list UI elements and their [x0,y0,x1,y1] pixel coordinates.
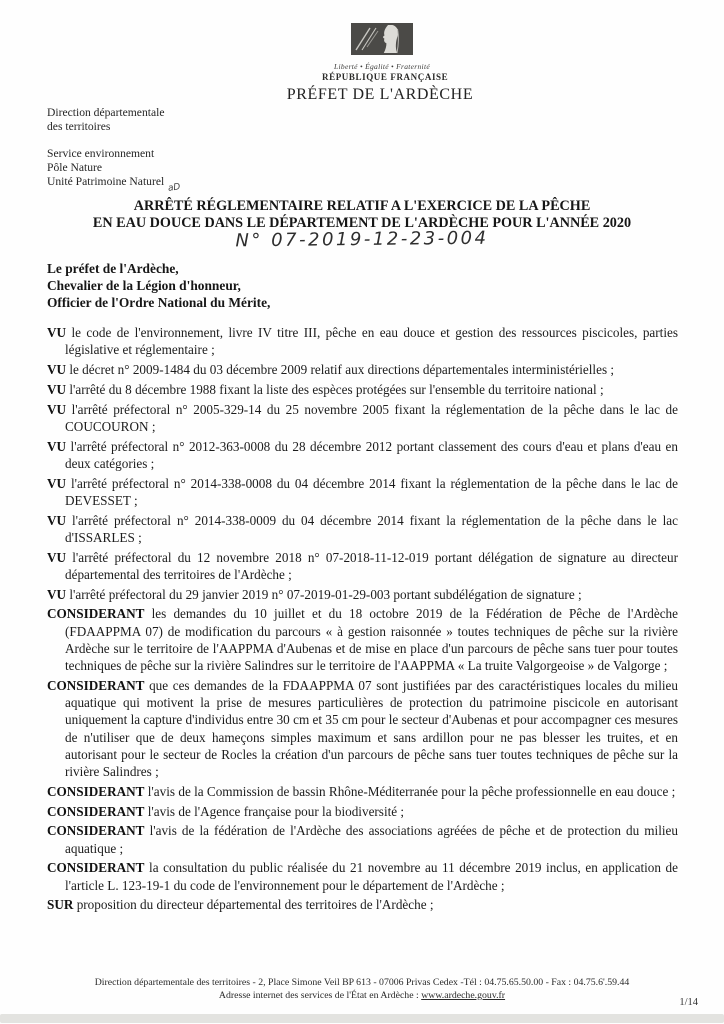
clause-vu: VU l'arrêté préfectoral n° 2012-363-0008 du 28 décembre 2012 portant classement des cours d'eau et plans d'eau en deux catégories ; [47,438,678,471]
clause-sur: SUR proposition du directeur départemental des territoires de l'Ardèche ; [47,897,434,913]
sender-line: Direction départementale [47,106,165,119]
clause-considerant: CONSIDERANT l'avis de l'Agence française pour la biodiversité ; [47,803,405,819]
logo-motto: Liberté • Égalité • Fraternité [334,62,430,71]
footer-block [0,976,724,1002]
clause-vu: VU l'arrêté préfectoral du 29 janvier 2019 n° 07-2019-01-29-003 portant subdélégation de signature ; [47,586,582,602]
salutation-line: Chevalier de la Légion d'honneur, [47,278,241,293]
sender-line: Pôle Nature [47,161,103,174]
marianne-logo-icon [351,23,413,55]
clause-vu: VU l'arrêté préfectoral n° 2014-338-0008 du 04 décembre 2014 fixant la réglementation de la pêche dans le lac de DEVESSET ; [47,475,678,508]
clause-vu: VU l'arrêté préfectoral n° 2014-338-0009 du 04 décembre 2014 fixant la réglementation de la pêche dans le lac d'ISSARLES ; [47,512,679,545]
scan-edge-artifact [0,1014,724,1023]
document-title-line1: ARRÊTÉ RÉGLEMENTAIRE RELATIF A L'EXERCICE DE LA PÊCHE [133,198,591,214]
footer-website-line: Adresse internet des services de l'État en Ardèche : www.ardeche.gouv.fr [218,990,506,1001]
clause-considerant: CONSIDERANT la consultation du public réalisée du 21 novembre au 11 décembre 2019 inclus, en application de l'article L. 123-19-1 du code de l'environnement pour le département de l'Ardèche ; [47,860,678,893]
clause-vu: VU le décret n° 2009-1484 du 03 décembre 2009 relatif aux directions départementales interministérielles ; [47,362,615,377]
arrete-number-handwritten: N° 07-2019-12-23-004 [235,227,489,252]
republique-francaise-logo [322,23,449,82]
footer-address: Direction départementale des territoires - 2, Place Simone Veil BP 613 - 07006 Privas Cedex -Tél : 04.75.65.50.00 - Fax : 04.75.6'.59.44 [94,977,630,988]
clause-considerant: CONSIDERANT l'avis de la fédération de l'Ardèche des associations agréées de pêche et de protection du milieu aquatique ; [47,823,679,856]
clause-vu: VU l'arrêté préfectoral du 12 novembre 2018 n° 07-2018-11-12-019 portant délégation de signature au directeur départemental des territoires de l'Ardèche ; [47,549,679,582]
sender-line: des territoires [47,120,111,133]
clause-considerant: CONSIDERANT l'avis de la Commission de bassin Rhône-Méditerranée pour la pêche professionnelle en eau douce ; [47,783,676,799]
clause-vu: VU l'arrêté du 8 décembre 1988 fixant la liste des espèces protégées sur l'ensemble du territoire national ; [47,381,604,397]
clause-vu: VU l'arrêté préfectoral n° 2005-329-14 du 25 novembre 2005 fixant la réglementation de la pêche dans le lac de COUCOURON ; [47,401,679,434]
logo-republic-name: RÉPUBLIQUE FRANÇAISE [322,72,449,82]
document-title-line2: EN EAU DOUCE DANS LE DÉPARTEMENT DE L'ARDÈCHE POUR L'ANNÉE 2020 [92,214,632,231]
salutation-line: Le préfet de l'Ardèche, [47,261,179,276]
clause-considerant: CONSIDERANT les demandes du 10 juillet et du 18 octobre 2019 de la Fédération de Pêche de l'Ardèche (FDAAPPMA 07) de modification du parcours « à gestion raisonnée » toutes techniques de pêche sur la rivière Ardèche sur le territoire de l'AAPPMA d'Aubenas et de mise en place d'un parcours de pêche sans tuer pour toutes techniques de pêche sur la rivière Salindres sur le territoire de l'AAPPMA « La truite Valgorgeoise » de Valgorge ; [47,606,679,673]
footer-website-url: www.ardeche.gouv.fr [421,990,506,1001]
handwritten-initials: aD [167,182,182,194]
prefet-title: PRÉFET DE L'ARDÈCHE [286,86,474,103]
sender-line: Unité Patrimoine Naturel aD [47,175,182,194]
clauses-body [47,324,678,916]
salutation-block [47,260,270,311]
clause-considerant: CONSIDERANT que ces demandes de la FDAAPPMA 07 sont justifiées par des caractéristiques locales du milieu aquatique qui motivent la prise de mesures particulières de protection du patrimoine piscicole en autorisant uniquement la capture d'individus entre 30 cm et 35 cm pour le secteur d'Aubenas et pour accompagner ces mesures de n'utiliser que de deux hameçons simples maximum et sans ardillon pour ne pas blesser les truites, et en autorisant pour le secteur de Rocles la création d'un parcours de pêche sans tuer toutes techniques de pêche sur la rivière Salindres ; [47,677,678,779]
sender-line: Service environnement [47,147,155,160]
salutation-line: Officier de l'Ordre National du Mérite, [47,295,271,310]
sender-block [47,106,182,194]
clause-vu: VU le code de l'environnement, livre IV titre III, pêche en eau douce et gestion des ressources piscicoles, parties législative et réglementaire ; [47,325,678,358]
page-number: 1/14 [679,997,698,1008]
